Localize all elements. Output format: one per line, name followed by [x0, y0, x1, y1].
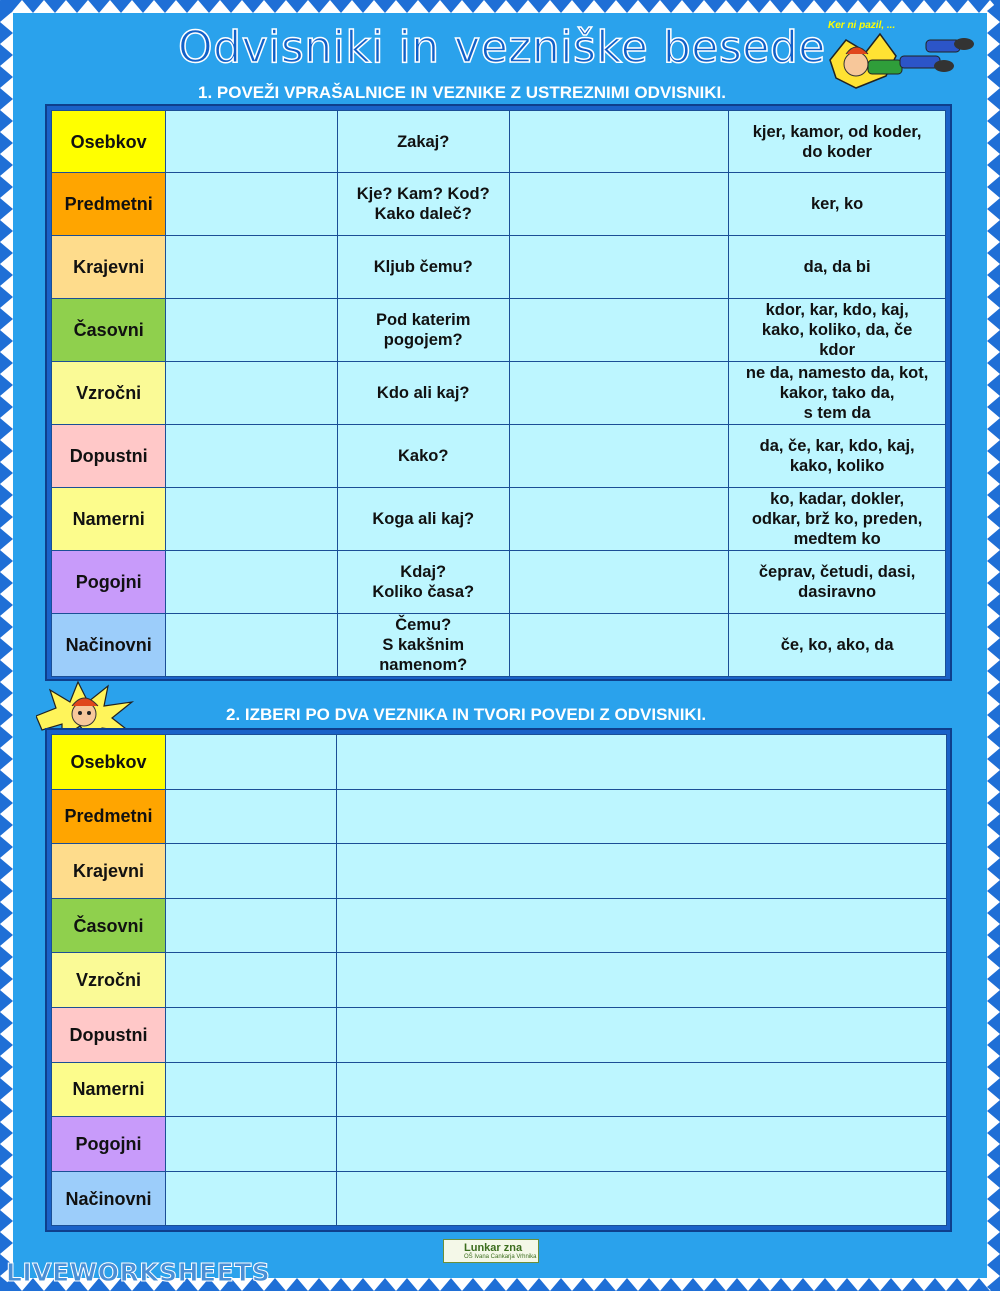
clause-type-label: Pogojni — [52, 551, 166, 614]
question-cell — [337, 299, 509, 362]
conjunction-cell — [729, 425, 946, 488]
question-text[interactable]: Kdo ali kaj? — [376, 384, 470, 402]
sentence-input[interactable] — [337, 789, 947, 844]
drop-zone-question[interactable] — [166, 551, 338, 614]
table-row — [52, 1062, 947, 1117]
table-row — [52, 844, 947, 899]
table-row — [52, 735, 947, 790]
conjunction-input[interactable] — [166, 898, 337, 953]
table-row — [52, 111, 946, 173]
drop-zone-question[interactable] — [166, 488, 338, 551]
clause-type-label: Načinovni — [52, 1171, 166, 1226]
table-row — [52, 1171, 947, 1226]
conjunction-text[interactable]: kjer, kamor, od koder, do koder — [752, 122, 922, 161]
drop-zone-question[interactable] — [166, 425, 338, 488]
drop-zone-question[interactable] — [166, 614, 338, 677]
table-row — [52, 898, 947, 953]
table-row — [52, 236, 946, 299]
conjunction-input[interactable] — [166, 735, 337, 790]
conjunction-cell — [729, 173, 946, 236]
drop-zone-question[interactable] — [166, 299, 338, 362]
section2-instruction: 2. IZBERI PO DVA VEZNIKA IN TVORI POVEDI Z ODVISNIKI. — [226, 705, 707, 724]
drop-zone-conjunction[interactable] — [509, 111, 729, 173]
clause-type-label: Dopustni — [52, 1007, 166, 1062]
question-text[interactable]: Čemu? S kakšnim namenom? — [379, 616, 468, 674]
drop-zone-conjunction[interactable] — [509, 236, 729, 299]
sentence-input[interactable] — [337, 1171, 947, 1226]
mascot-slipping-icon — [826, 30, 976, 102]
conjunction-text[interactable]: ko, kadar, dokler, odkar, brž ko, preden, medtem ko — [751, 490, 923, 548]
school-logo — [443, 1239, 539, 1263]
conjunction-cell — [729, 488, 946, 551]
clause-type-label: Časovni — [52, 299, 166, 362]
clause-type-label: Vzročni — [52, 953, 166, 1008]
conjunction-text[interactable]: ne da, namesto da, kot, kakor, tako da, s tem da — [745, 364, 929, 422]
table-row — [52, 299, 946, 362]
conjunction-input[interactable] — [166, 844, 337, 899]
sentences-table — [51, 734, 947, 1226]
clause-type-label: Osebkov — [52, 735, 166, 790]
question-text[interactable]: Pod katerim pogojem? — [375, 311, 471, 349]
clause-type-label: Namerni — [52, 1062, 166, 1117]
conjunction-text[interactable]: da, da bi — [803, 258, 871, 276]
sentence-input[interactable] — [337, 953, 947, 1008]
table-row — [52, 1117, 947, 1172]
sentence-input[interactable] — [337, 1117, 947, 1172]
mascot-caption: Ker ni pazil, ... — [828, 20, 896, 31]
clause-type-label: Načinovni — [52, 614, 166, 677]
conjunction-input[interactable] — [166, 1117, 337, 1172]
conjunction-cell — [729, 614, 946, 677]
school-logo-title: Lunkar zna — [464, 1242, 523, 1254]
question-cell — [337, 236, 509, 299]
conjunction-input[interactable] — [166, 1062, 337, 1117]
clause-type-label: Krajevni — [52, 844, 166, 899]
sentence-input[interactable] — [337, 898, 947, 953]
drop-zone-conjunction[interactable] — [509, 299, 729, 362]
conjunction-cell — [729, 236, 946, 299]
drop-zone-conjunction[interactable] — [509, 173, 729, 236]
conjunction-input[interactable] — [166, 789, 337, 844]
table-row — [52, 425, 946, 488]
conjunction-cell — [729, 362, 946, 425]
school-logo-subtitle: OŠ Ivana Cankarja Vrhnika — [464, 1254, 537, 1260]
question-cell — [337, 111, 509, 173]
page-title: Odvisniki in vezniške besede — [178, 22, 826, 73]
conjunction-input[interactable] — [166, 1007, 337, 1062]
table-row — [52, 362, 946, 425]
conjunction-cell — [729, 299, 946, 362]
matching-table — [51, 110, 946, 677]
table-row — [52, 1007, 947, 1062]
section1-instruction: 1. POVEŽI VPRAŠALNICE IN VEZNIKE Z USTREZNIMI ODVISNIKI. — [198, 83, 727, 102]
conjunction-text[interactable]: ker, ko — [810, 195, 864, 213]
sentence-input[interactable] — [337, 735, 947, 790]
clause-type-label: Časovni — [52, 898, 166, 953]
question-text[interactable]: Kdaj? Koliko časa? — [372, 563, 475, 601]
drop-zone-question[interactable] — [166, 236, 338, 299]
question-cell — [337, 488, 509, 551]
question-cell — [337, 173, 509, 236]
sentence-input[interactable] — [337, 1062, 947, 1117]
sentences-table-panel — [45, 728, 952, 1232]
question-cell — [337, 614, 509, 677]
table-row — [52, 614, 946, 677]
drop-zone-conjunction[interactable] — [509, 614, 729, 677]
clause-type-label: Osebkov — [52, 111, 166, 173]
clause-type-label: Dopustni — [52, 425, 166, 488]
drop-zone-conjunction[interactable] — [509, 488, 729, 551]
conjunction-cell — [729, 551, 946, 614]
matching-table-panel — [45, 104, 952, 681]
drop-zone-question[interactable] — [166, 362, 338, 425]
table-row — [52, 551, 946, 614]
clause-type-label: Predmetni — [52, 173, 166, 236]
conjunction-text[interactable]: da, če, kar, kdo, kaj, kako, koliko — [759, 437, 915, 475]
question-cell — [337, 362, 509, 425]
drop-zone-conjunction[interactable] — [509, 551, 729, 614]
question-text[interactable]: Kje? Kam? Kod? Kako daleč? — [356, 185, 490, 223]
question-text[interactable]: Kljub čemu? — [373, 258, 473, 276]
clause-type-label: Namerni — [52, 488, 166, 551]
clause-type-label: Pogojni — [52, 1117, 166, 1172]
drop-zone-conjunction[interactable] — [509, 425, 729, 488]
sentence-input[interactable] — [337, 1007, 947, 1062]
conjunction-input[interactable] — [166, 1171, 337, 1226]
liveworksheets-logo: LIVEWORKSHEETS — [6, 1258, 271, 1287]
drop-zone-question[interactable] — [166, 173, 338, 236]
conjunction-text[interactable]: kdor, kar, kdo, kaj, kako, koliko, da, če kdor — [761, 301, 913, 359]
question-cell — [337, 551, 509, 614]
clause-type-label: Predmetni — [52, 789, 166, 844]
question-text[interactable]: Koga ali kaj? — [372, 510, 475, 528]
table-row — [52, 953, 947, 1008]
table-row — [52, 488, 946, 551]
table-row — [52, 789, 947, 844]
question-text[interactable]: Zakaj? — [397, 132, 450, 151]
drop-zone-conjunction[interactable] — [509, 362, 729, 425]
table-row — [52, 173, 946, 236]
sentence-input[interactable] — [337, 844, 947, 899]
clause-type-label: Vzročni — [52, 362, 166, 425]
conjunction-text[interactable]: čeprav, četudi, dasi, dasiravno — [758, 563, 916, 601]
question-text[interactable]: Kako? — [398, 447, 449, 465]
conjunction-cell — [729, 111, 946, 173]
conjunction-input[interactable] — [166, 953, 337, 1008]
question-cell — [337, 425, 509, 488]
drop-zone-question[interactable] — [166, 111, 338, 173]
clause-type-label: Krajevni — [52, 236, 166, 299]
conjunction-text[interactable]: če, ko, ako, da — [780, 636, 894, 654]
